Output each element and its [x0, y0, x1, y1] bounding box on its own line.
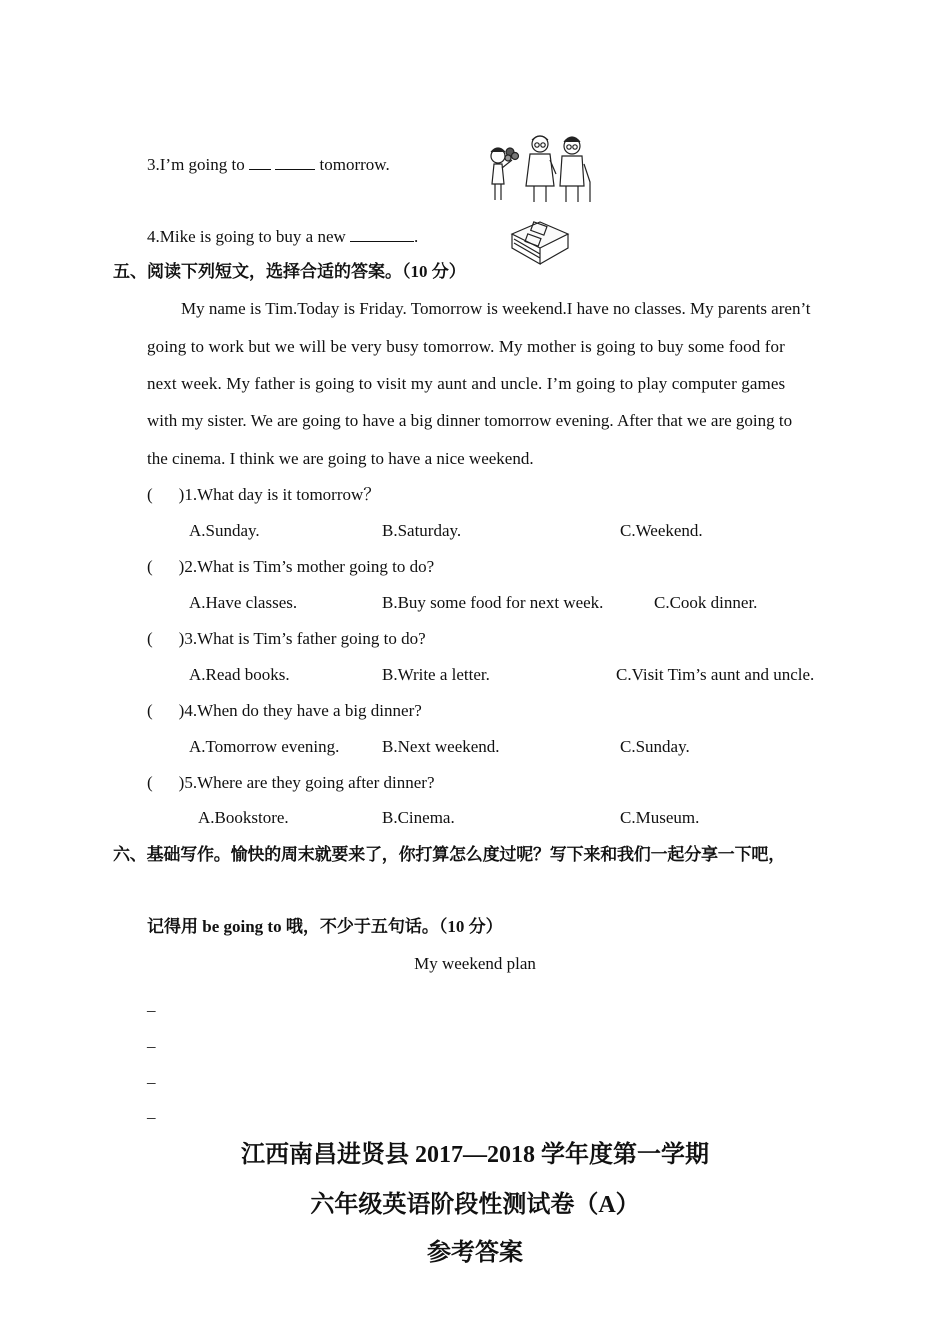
question-1-text: )1.What day is it tomorrow？ [178, 485, 381, 504]
answer-paren: ( [147, 629, 153, 648]
section6-heading: 六、基础写作。愉快的周末就要来了，你打算怎么度过呢？写下来和我们一起分享一下吧， [113, 845, 785, 864]
question-4 [147, 701, 422, 721]
q2-option-a: A.Have classes. [189, 593, 298, 612]
q5-option-c: C.Museum. [620, 808, 700, 827]
q3-blank-b [275, 155, 315, 170]
q3-option-b: B.Write a letter. [382, 665, 490, 684]
fill-in-q4 [147, 227, 418, 247]
question-2 [147, 557, 434, 577]
q4-option-a: A.Tomorrow evening. [189, 737, 340, 756]
passage-line-1: My name is Tim.Today is Friday. Tomorrow is weekend.I have no classes. My parents aren’t [181, 299, 811, 318]
q1-option-c: C.Weekend. [620, 521, 703, 540]
q3-text-before: 3.I’m going to [147, 155, 249, 174]
question-2-text: )2.What is Tim’s mother going to do? [178, 557, 435, 576]
q2-option-b: B.Buy some food for next week. [382, 593, 604, 612]
q4-option-b: B.Next weekend. [382, 737, 500, 756]
grandparents-illustration [484, 130, 594, 206]
dictionary-book-illustration [506, 214, 574, 270]
q4-option-c: C.Sunday. [620, 737, 690, 756]
question-3 [147, 629, 426, 649]
q3-option-c: C.Visit Tim’s aunt and uncle. [616, 665, 815, 684]
passage-line-3: next week. My father is going to visit my aunt and uncle. I’m going to play computer games [147, 374, 786, 393]
writing-line-2[interactable]: _ [147, 1031, 156, 1050]
section6-note: 记得用 be going to 哦，不少于五句话。（10 分） [147, 917, 503, 936]
fill-in-q3 [147, 155, 390, 175]
answer-paren: ( [147, 701, 153, 720]
section5-heading: 五、阅读下列短文，选择合适的答案。（10 分） [113, 262, 466, 281]
question-5 [147, 773, 435, 793]
q5-option-a: A.Bookstore. [198, 808, 289, 827]
q3-text-after: tomorrow. [315, 155, 390, 174]
q4-text-before: 4.Mike is going to buy a new [147, 227, 351, 246]
q4-blank [350, 227, 414, 242]
q1-option-a: A.Sunday. [189, 521, 260, 540]
q4-text-after: . [414, 227, 419, 246]
writing-line-3[interactable]: _ [147, 1067, 156, 1086]
q1-option-b: B.Saturday. [382, 521, 462, 540]
question-4-text: )4.When do they have a big dinner? [178, 701, 422, 720]
answer-paren: ( [147, 485, 153, 504]
answer-paren: ( [147, 557, 153, 576]
passage-line-2: going to work but we will be very busy tomorrow. My mother is going to buy some food for [147, 337, 785, 356]
passage-line-4: with my sister. We are going to have a big dinner tomorrow evening. After that we are going to [147, 411, 793, 430]
q3-blank-a [249, 155, 271, 170]
writing-line-4[interactable]: _ [147, 1102, 156, 1121]
answer-key-title-1: 江西南昌进贤县 2017—2018 学年度第一学期 [241, 1142, 709, 1168]
q3-option-a: A.Read books. [189, 665, 290, 684]
essay-title: My weekend plan [414, 954, 536, 973]
writing-line-1[interactable]: _ [147, 995, 156, 1014]
question-3-text: )3.What is Tim’s father going to do? [178, 629, 426, 648]
answer-key-title-3: 参考答案 [427, 1240, 523, 1266]
question-1 [147, 485, 380, 505]
question-5-text: )5.Where are they going after dinner? [178, 773, 435, 792]
answer-paren: ( [147, 773, 153, 792]
q5-option-b: B.Cinema. [382, 808, 455, 827]
answer-key-title-2: 六年级英语阶段性测试卷（A） [310, 1192, 640, 1218]
q2-option-c: C.Cook dinner. [654, 593, 758, 612]
passage-line-5: the cinema. I think we are going to have a nice weekend. [147, 449, 534, 468]
